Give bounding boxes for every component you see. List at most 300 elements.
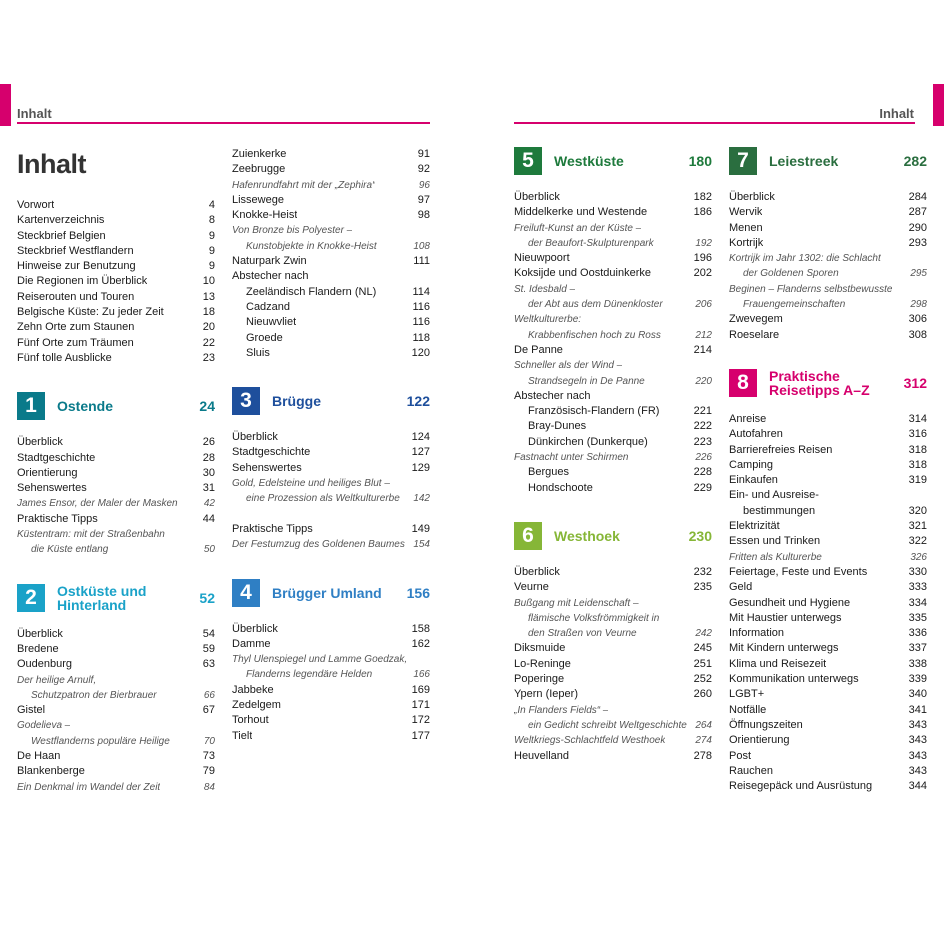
toc-entry[interactable] — [729, 580, 927, 595]
toc-entry[interactable] — [514, 343, 712, 358]
toc-entry-page: 278 — [693, 749, 712, 762]
toc-entry-page: 92 — [417, 163, 430, 176]
toc-entry-title: bestimmungen — [743, 504, 816, 517]
toc-entry-title: Zeeländisch Flandern (NL) — [246, 285, 377, 298]
toc-entry[interactable] — [729, 565, 927, 580]
toc-entry-page: 333 — [908, 581, 927, 594]
header-rule-right — [514, 122, 915, 124]
toc-subentry[interactable] — [514, 718, 712, 733]
chapter-title: Brügger Umland — [272, 584, 382, 601]
toc-entry-title: Nieuwpoort — [514, 252, 570, 265]
toc-entry-title: Überblick — [17, 436, 63, 449]
toc-entry-title: Der heilige Arnulf, — [17, 674, 97, 686]
toc-entry-page: 91 — [417, 148, 430, 160]
toc-entry[interactable] — [729, 427, 927, 442]
chapter-title: Praktische Reisetipps A–Z — [769, 367, 870, 398]
section-spacer — [729, 343, 927, 369]
toc-entry-title: Hafenrundfahrt mit der „Zephira“ — [232, 179, 376, 191]
toc-entry-page: 235 — [693, 581, 712, 594]
toc-entry[interactable] — [729, 779, 927, 794]
toc-entry[interactable] — [514, 580, 712, 595]
toc-subentry[interactable] — [729, 266, 927, 281]
toc-entry-page: 111 — [413, 255, 430, 268]
toc-entry-title: Thyl Ulenspiegel und Lamme Goedzak, — [232, 654, 408, 666]
toc-entry-title: Notfälle — [729, 703, 767, 716]
toc-entry[interactable] — [729, 672, 927, 687]
toc-entry[interactable] — [729, 519, 927, 534]
toc-entry-page: 116 — [412, 316, 430, 329]
toc-entry-page: 31 — [202, 482, 215, 495]
toc-subentry[interactable] — [17, 542, 215, 557]
toc-entry-page: 73 — [202, 750, 215, 763]
toc-entry-page: 229 — [693, 481, 712, 494]
toc-entry-page: 9 — [208, 244, 215, 257]
toc-subentry[interactable] — [514, 596, 712, 611]
toc-subentry[interactable] — [514, 611, 712, 626]
toc-entry-page: 322 — [908, 535, 927, 548]
toc-entry-title: Ein- und Ausreise- — [729, 489, 819, 502]
toc-entry[interactable] — [17, 290, 215, 305]
toc-subentry[interactable] — [232, 239, 430, 254]
toc-entry-page: 44 — [202, 512, 215, 525]
toc-entry[interactable] — [17, 466, 215, 481]
toc-entry-page: 245 — [693, 642, 712, 655]
toc-entry-page: 98 — [417, 209, 430, 222]
toc-entry-title: Überblick — [232, 622, 278, 635]
toc-subentry[interactable] — [232, 491, 430, 506]
toc-entry[interactable] — [232, 162, 430, 177]
toc-entry[interactable] — [17, 451, 215, 466]
toc-entry[interactable] — [232, 683, 430, 698]
toc-entry[interactable] — [729, 443, 927, 458]
toc-entry[interactable] — [232, 713, 430, 728]
toc-entry-title: Bredene — [17, 642, 59, 655]
toc-entry-title: Flanderns legendäre Helden — [246, 669, 373, 681]
toc-subentry[interactable] — [729, 282, 927, 297]
toc-entry[interactable] — [729, 458, 927, 473]
toc-entry-page: 344 — [908, 780, 927, 793]
toc-entry[interactable] — [17, 244, 215, 259]
toc-entry-title: Blankenberge — [17, 765, 85, 778]
toc-entry-title: Zeebrugge — [232, 163, 286, 176]
toc-entry-title: Überblick — [514, 565, 560, 578]
toc-entry-title: Fastnacht unter Schirmen — [514, 452, 629, 464]
toc-entry-page: 154 — [413, 539, 430, 551]
toc-entry-title: St. Idesbald – — [514, 283, 576, 295]
toc-entry[interactable] — [514, 481, 712, 496]
toc-subentry[interactable] — [514, 312, 712, 327]
section-spacer — [17, 558, 215, 584]
toc-entry-title: flämische Volksfrömmigkeit in — [528, 612, 660, 624]
chapter-number-badge: 6 — [514, 522, 542, 550]
toc-entry[interactable] — [17, 229, 215, 244]
toc-entry[interactable] — [514, 672, 712, 687]
toc-entry[interactable] — [232, 147, 430, 162]
toc-subentry[interactable] — [17, 673, 215, 688]
toc-entry-page: 8 — [208, 214, 215, 227]
chapter-number-badge: 5 — [514, 147, 542, 175]
toc-entry-title: Mit Kindern unterwegs — [729, 642, 839, 655]
toc-entry[interactable] — [729, 718, 927, 733]
toc-entry-page: 9 — [208, 229, 215, 242]
toc-entry[interactable] — [232, 346, 430, 361]
toc-entry[interactable] — [514, 404, 712, 419]
toc-entry[interactable] — [17, 213, 215, 228]
toc-entry[interactable] — [514, 435, 712, 450]
toc-subentry[interactable] — [514, 221, 712, 236]
chapter-title: Ostküste und Hinterland — [57, 582, 147, 613]
toc-entry-title: Cadzand — [246, 300, 291, 313]
toc-entry[interactable] — [729, 703, 927, 718]
toc-subentry[interactable] — [514, 733, 712, 748]
toc-entry-title: Praktische Tipps — [232, 522, 313, 535]
toc-entry-page: 13 — [202, 290, 215, 303]
chapter-heading[interactable] — [514, 522, 712, 550]
toc-entry-title: „In Flanders Fields“ – — [514, 704, 609, 716]
toc-entry-page: 319 — [908, 474, 927, 487]
section-spacer — [17, 366, 215, 392]
toc-entry[interactable] — [729, 596, 927, 611]
toc-entry-title: Heuvelland — [514, 749, 570, 762]
toc-entry[interactable] — [17, 336, 215, 351]
toc-entry-page: 9 — [208, 260, 215, 273]
toc-entry-page: 129 — [411, 461, 430, 474]
toc-entry[interactable] — [232, 622, 430, 637]
toc-entry-page: 4 — [208, 199, 215, 211]
toc-entry-page: 242 — [695, 628, 712, 640]
toc-entry-title: Fünf tolle Ausblicke — [17, 351, 112, 364]
toc-entry[interactable] — [232, 269, 430, 284]
toc-subentry[interactable] — [17, 734, 215, 749]
toc-subentry[interactable] — [514, 703, 712, 718]
chapter-number-badge: 8 — [729, 369, 757, 397]
toc-entry[interactable] — [729, 504, 927, 519]
toc-subentry[interactable] — [232, 476, 430, 491]
toc-entry[interactable] — [729, 312, 927, 327]
toc-subentry[interactable] — [232, 537, 430, 552]
toc-entry-page: 214 — [693, 343, 712, 356]
toc-entry[interactable] — [729, 488, 927, 503]
toc-entry[interactable] — [232, 430, 430, 445]
toc-entry[interactable] — [17, 351, 215, 366]
toc-entry[interactable] — [232, 445, 430, 460]
toc-entry[interactable] — [17, 512, 215, 527]
toc-subentry[interactable] — [17, 718, 215, 733]
toc-entry[interactable] — [232, 208, 430, 223]
toc-subentry[interactable] — [232, 223, 430, 238]
toc-entry-title: Bray-Dunes — [528, 420, 587, 433]
toc-entry-title: Überblick — [232, 431, 278, 444]
chapter-title: Leiestreek — [769, 153, 839, 169]
toc-entry[interactable] — [729, 733, 927, 748]
toc-entry[interactable] — [514, 251, 712, 266]
toc-entry-title: Anreise — [729, 412, 767, 425]
toc-entry-title: Gesundheit und Hygiene — [729, 596, 851, 609]
chapter-number-badge: 3 — [232, 387, 260, 415]
toc-entry-title: Stadtgeschichte — [17, 451, 96, 464]
toc-entry[interactable] — [729, 611, 927, 626]
toc-entry-title: der Goldenen Sporen — [743, 268, 839, 280]
toc-entry-page: 96 — [418, 179, 430, 191]
chapter-heading[interactable] — [17, 584, 215, 612]
chapter-heading[interactable] — [729, 147, 927, 175]
toc-entry-title: Zedelgem — [232, 699, 281, 712]
toc-subentry[interactable] — [17, 496, 215, 511]
toc-entry-title: Kortrijk — [729, 236, 764, 249]
toc-entry-title: Diksmuide — [514, 642, 566, 655]
toc-entry-title: Von Bronze bis Polyester – — [232, 225, 353, 237]
toc-subentry[interactable] — [514, 328, 712, 343]
toc-entry[interactable] — [232, 698, 430, 713]
toc-entry-title: Elektrizität — [729, 520, 780, 533]
toc-subentry[interactable] — [514, 297, 712, 312]
toc-entry-title: Weltkulturerbe: — [514, 314, 582, 326]
toc-entry-page: 63 — [202, 658, 215, 671]
toc-entry[interactable] — [17, 703, 215, 718]
toc-entry-title: Beginen – Flanderns selbstbewusste — [729, 283, 893, 295]
toc-entry[interactable] — [232, 315, 430, 330]
toc-entry-title: Camping — [729, 458, 774, 471]
toc-entry-page: 339 — [908, 673, 927, 686]
toc-entry[interactable] — [17, 657, 215, 672]
toc-entry[interactable] — [232, 254, 430, 269]
toc-subentry[interactable] — [17, 688, 215, 703]
toc-entry-page: 318 — [908, 458, 927, 471]
toc-entry-title: Abstecher nach — [232, 270, 309, 283]
toc-entry[interactable] — [17, 198, 215, 213]
toc-entry-title: Groede — [246, 331, 283, 344]
toc-entry-page: 202 — [693, 267, 712, 280]
toc-entry-title: Zwevegem — [729, 313, 783, 326]
toc-subentry[interactable] — [514, 626, 712, 641]
toc-entry[interactable] — [17, 749, 215, 764]
toc-entry[interactable] — [232, 331, 430, 346]
chapter-heading[interactable] — [729, 369, 927, 397]
chapter-page-number: 24 — [199, 398, 215, 415]
toc-entry-title: Belgische Küste: Zu jeder Zeit — [17, 306, 164, 319]
toc-entry-page: 162 — [411, 637, 430, 650]
toc-entry-title: Weltkriegs-Schlachtfeld Westhoek — [514, 735, 666, 747]
toc-entry-page: 18 — [202, 306, 215, 319]
toc-entry-page: 66 — [203, 689, 215, 701]
toc-entry-title: Kartenverzeichnis — [17, 214, 105, 227]
toc-entry[interactable] — [232, 637, 430, 652]
toc-entry-title: Torhout — [232, 714, 269, 727]
header-rule-left — [17, 122, 430, 124]
toc-entry[interactable] — [17, 764, 215, 779]
toc-entry-title: Autofahren — [729, 428, 783, 441]
toc-entry-title: Steckbrief Belgien — [17, 229, 106, 242]
toc-entry-page: 226 — [695, 452, 712, 464]
toc-entry[interactable] — [232, 285, 430, 300]
toc-entry-title: Schneller als der Wind – — [514, 360, 623, 372]
toc-entry[interactable] — [17, 305, 215, 320]
toc-entry-title: Strandsegeln in De Panne — [528, 375, 645, 387]
toc-entry-page: 30 — [202, 466, 215, 479]
toc-entry-page: 28 — [202, 451, 215, 464]
toc-entry-title: Vorwort — [17, 199, 55, 211]
toc-entry-page: 124 — [411, 431, 430, 444]
toc-entry[interactable] — [514, 565, 712, 580]
toc-entry-page: 343 — [908, 718, 927, 731]
toc-entry-title: Sluis — [246, 346, 270, 359]
toc-entry-title: Öffnungszeiten — [729, 718, 803, 731]
chapter-title: Westhoek — [554, 527, 620, 544]
toc-entry[interactable] — [729, 626, 927, 641]
toc-entry[interactable] — [729, 221, 927, 236]
toc-entry-page: 335 — [908, 611, 927, 624]
toc-entry-page: 334 — [908, 596, 927, 609]
toc-entry[interactable] — [729, 764, 927, 779]
toc-entry[interactable] — [729, 236, 927, 251]
toc-entry-title: Nieuwvliet — [246, 316, 297, 329]
toc-entry[interactable] — [17, 320, 215, 335]
toc-entry[interactable] — [17, 627, 215, 642]
toc-entry[interactable] — [232, 522, 430, 537]
toc-entry-title: Godelieva – — [17, 720, 71, 732]
toc-entry[interactable] — [17, 435, 215, 450]
toc-entry-page: 343 — [908, 764, 927, 777]
toc-subentry[interactable] — [17, 780, 215, 795]
toc-entry[interactable] — [729, 412, 927, 427]
toc-subentry[interactable] — [232, 667, 430, 682]
toc-entry-title: Hondschoote — [528, 481, 593, 494]
toc-entry-page: 67 — [202, 704, 215, 717]
chapter-heading[interactable] — [232, 387, 430, 415]
toc-entry[interactable] — [729, 687, 927, 702]
toc-entry[interactable] — [514, 389, 712, 404]
section-spacer — [232, 553, 430, 579]
toc-subentry[interactable] — [514, 282, 712, 297]
toc-entry-title: Steckbrief Westflandern — [17, 244, 134, 257]
toc-subentry[interactable] — [514, 374, 712, 389]
toc-entry-page: 97 — [417, 193, 430, 206]
toc-subentry[interactable] — [232, 178, 430, 193]
toc-entry-title: Gold, Edelsteine und heiliges Blut – — [232, 478, 390, 490]
toc-entry[interactable] — [729, 534, 927, 549]
toc-entry-page: 318 — [908, 443, 927, 456]
toc-entry[interactable] — [514, 205, 712, 220]
toc-subentry[interactable] — [729, 297, 927, 312]
toc-entry[interactable] — [729, 473, 927, 488]
toc-subentry[interactable] — [514, 450, 712, 465]
chapter-title: Ostende — [57, 398, 114, 415]
toc-entry[interactable] — [232, 507, 430, 522]
toc-entry[interactable] — [514, 749, 712, 764]
toc-entry-title: Oudenburg — [17, 658, 73, 671]
toc-entry[interactable] — [514, 190, 712, 205]
toc-entry[interactable] — [232, 193, 430, 208]
toc-entry[interactable] — [729, 657, 927, 672]
toc-entry-title: Orientierung — [17, 466, 78, 479]
toc-entry-page: 192 — [695, 237, 712, 249]
toc-entry-title: Fünf Orte zum Träumen — [17, 336, 134, 349]
toc-entry-title: Information — [729, 627, 785, 640]
toc-entry-title: den Straßen von Veurne — [528, 628, 637, 640]
toc-entry-title: Lissewege — [232, 193, 284, 206]
toc-entry-page: 306 — [908, 313, 927, 326]
toc-entry[interactable] — [514, 641, 712, 656]
toc-entry-title: Orientierung — [729, 734, 790, 747]
toc-entry-title: Feiertage, Feste und Events — [729, 565, 868, 578]
toc-entry[interactable] — [729, 205, 927, 220]
toc-entry[interactable] — [514, 687, 712, 702]
toc-entry[interactable] — [514, 657, 712, 672]
toc-entry-page: 264 — [695, 719, 712, 731]
toc-entry[interactable] — [729, 328, 927, 343]
toc-entry-page: 343 — [908, 734, 927, 747]
toc-subentry[interactable] — [232, 652, 430, 667]
toc-entry-title: der Abt aus dem Dünenkloster — [528, 299, 663, 311]
toc-entry-page: 172 — [411, 714, 430, 727]
toc-subentry[interactable] — [17, 527, 215, 542]
chapter-title: Westküste — [554, 153, 624, 169]
toc-entry[interactable] — [17, 259, 215, 274]
toc-subentry[interactable] — [729, 251, 927, 266]
toc-entry[interactable] — [514, 266, 712, 281]
toc-entry-page: 336 — [908, 627, 927, 640]
toc-entry[interactable] — [17, 274, 215, 289]
toc-entry-title: Kortrijk im Jahr 1302: die Schlacht — [729, 253, 881, 265]
toc-entry-title: Veurne — [514, 581, 549, 594]
toc-entry-title: Frauengemeinschaften — [743, 299, 846, 311]
toc-entry-page: 206 — [695, 299, 712, 311]
page-title: Inhalt — [17, 149, 86, 179]
toc-entry[interactable] — [514, 419, 712, 434]
toc-entry[interactable] — [17, 481, 215, 496]
toc-entry-title: James Ensor, der Maler der Masken — [17, 498, 178, 510]
toc-entry-page: 23 — [202, 351, 215, 364]
chapter-page-number: 122 — [406, 393, 430, 410]
chapter-page-number: 312 — [903, 374, 927, 391]
toc-entry[interactable] — [729, 190, 927, 205]
chapter-title: Brügge — [272, 393, 321, 410]
toc-entry[interactable] — [729, 641, 927, 656]
chapter-heading[interactable] — [232, 579, 430, 607]
chapter-number-badge: 2 — [17, 584, 45, 612]
chapter-heading[interactable] — [17, 392, 215, 420]
toc-entry[interactable] — [514, 465, 712, 480]
toc-entry-page: 108 — [413, 240, 430, 252]
toc-entry[interactable] — [232, 461, 430, 476]
toc-entry-page: 177 — [411, 729, 430, 742]
toc-entry-page: 182 — [693, 191, 712, 203]
chapter-heading[interactable] — [514, 147, 712, 175]
toc-entry[interactable] — [17, 642, 215, 657]
toc-entry-title: Überblick — [17, 627, 63, 640]
toc-entry-title: Jabbeke — [232, 683, 274, 696]
toc-entry-title: eine Prozession als Weltkulturerbe — [246, 493, 400, 505]
toc-entry-page: 50 — [203, 544, 215, 556]
toc-subentry[interactable] — [514, 236, 712, 251]
toc-entry-title: die Küste entlang — [31, 544, 109, 556]
toc-entry-page: 59 — [202, 642, 215, 655]
chapter-page-number: 180 — [688, 153, 712, 169]
toc-entry-page: 118 — [412, 331, 430, 344]
toc-entry-page: 114 — [412, 285, 430, 298]
toc-entry-title: LGBT+ — [729, 688, 765, 701]
toc-entry-page: 321 — [908, 520, 927, 533]
toc-entry[interactable] — [232, 300, 430, 315]
toc-entry-title: Abstecher nach — [514, 389, 591, 402]
toc-entry-title: Rauchen — [729, 764, 774, 777]
toc-entry[interactable] — [232, 729, 430, 744]
toc-entry-title: Wervik — [729, 206, 763, 219]
toc-subentry[interactable] — [514, 358, 712, 373]
toc-entry[interactable] — [729, 749, 927, 764]
toc-entry-title: Klima und Reisezeit — [729, 657, 827, 670]
toc-subentry[interactable] — [729, 550, 927, 565]
